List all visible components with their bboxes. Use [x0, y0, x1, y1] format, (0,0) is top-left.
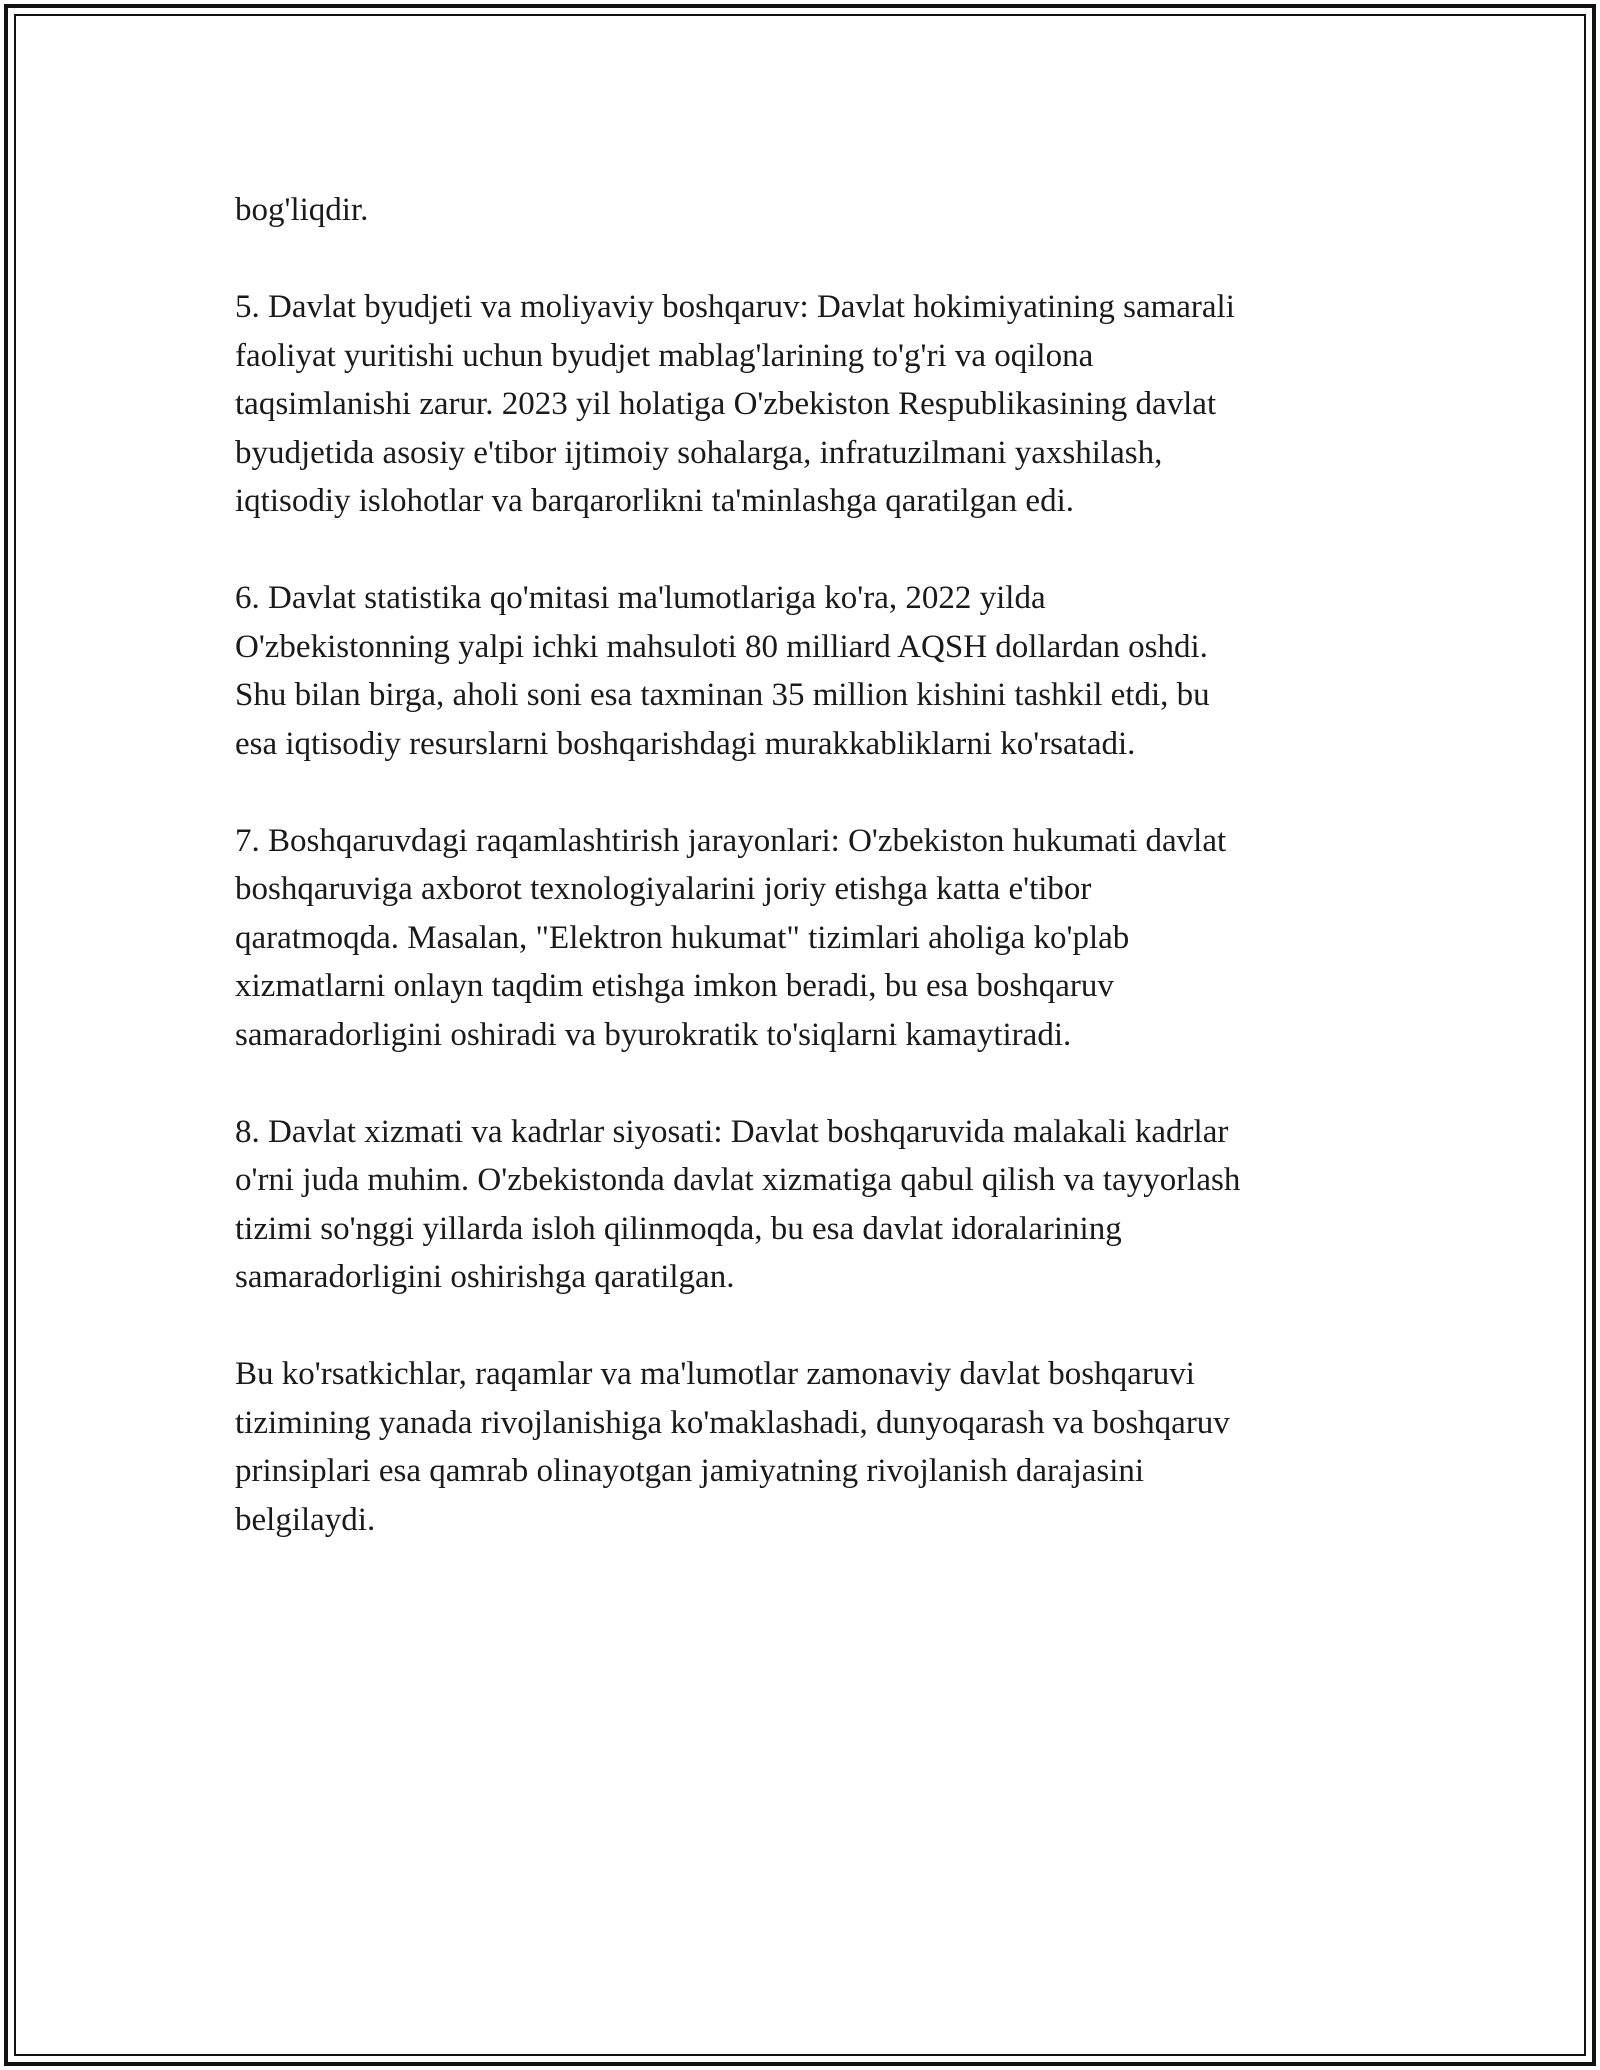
paragraph-conclusion: Bu ko'rsatkichlar, raqamlar va ma'lumotlar zamonaviy davlat boshqaruvi tizimining yanada rivojlanishiga ko'maklashadi, dunyoqarash va boshqaruv prinsiplari esa qamrab olinayotgan jamiyatning rivojlanish darajasini belgilaydi. — [235, 1356, 1230, 1538]
document-body — [235, 186, 1375, 1593]
paragraph-continuation: bog'liqdir. — [235, 192, 369, 228]
paragraph-budget: 5. Davlat byudjeti va moliyaviy boshqaruv: Davlat hokimiyatining samarali faoliyat yuritishi uchun byudjet mablag'larining to'g'ri va oqilona taqsimlanishi zarur. 2023 yil holatiga O'zbekiston Respublikasining davlat byudjetida asosiy e'tibor ijtimoiy sohalarga, infratuzilmani yaxshilash, iqtisodiy islohotlar va barqarorlikni ta'minlashga qaratilgan edi. — [235, 289, 1235, 519]
paragraph-digitalization: 7. Boshqaruvdagi raqamlashtirish jarayonlari: O'zbekiston hukumati davlat boshqaruviga axborot texnologiyalarini joriy etishga katta e'tibor qaratmoqda. Masalan, "Elektron hukumat" tizimlari aholiga ko'plab xizmatlarni onlayn taqdim etishga imkon beradi, bu esa boshqaruv samaradorligini oshiradi va byurokratik to'siqlarni kamaytiradi. — [235, 822, 1227, 1053]
paragraph-statistics: 6. Davlat statistika qo'mitasi ma'lumotlariga ko'ra, 2022 yilda O'zbekistonning yalpi ichki mahsuloti 80 milliard AQSH dollardan oshdi. Shu bilan birga, aholi soni esa taxminan 35 million kishini tashkil etdi, bu esa iqtisodiy resurslarni boshqarishdagi murakkabliklarni ko'rsatadi. — [235, 580, 1210, 762]
paragraph-civil-service: 8. Davlat xizmati va kadrlar siyosati: Davlat boshqaruvida malakali kadrlar o'rni juda muhim. O'zbekistonda davlat xizmatiga qabul qilish va tayyorlash tizimi so'nggi yillarda isloh qilinmoqda, bu esa davlat idoralarining samaradorligini oshirishga qaratilgan. — [235, 1113, 1241, 1295]
